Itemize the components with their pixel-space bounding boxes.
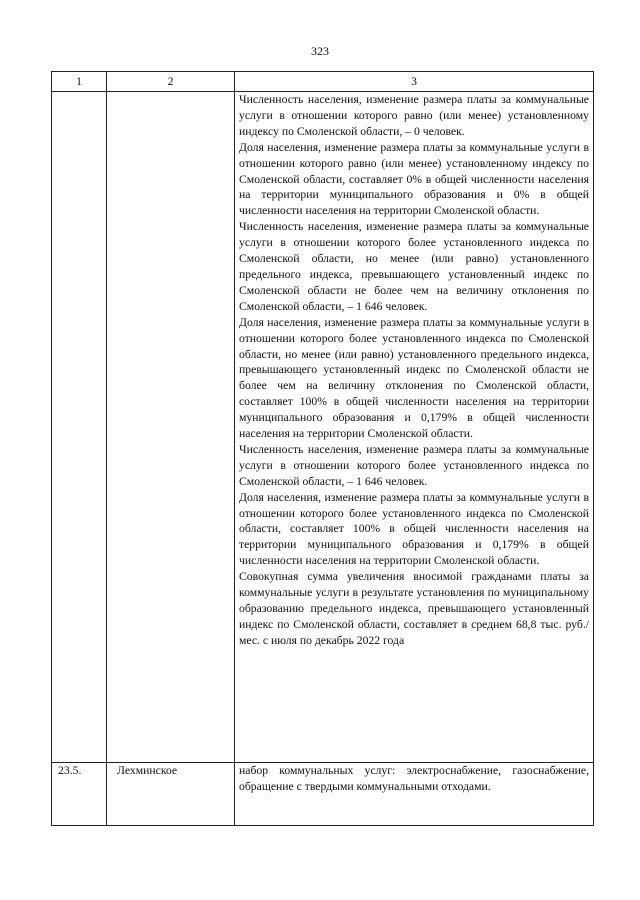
- paragraph: набор коммунальных услуг: электроснабжение, газоснабжение, обращение с твердыми коммунальными отходами.: [239, 764, 589, 793]
- row-number-cell: [52, 92, 107, 763]
- paragraph: Совокупная сумма увеличения вносимой гражданами платы за коммунальные услуги в результате установления по муниципальному образованию предельного индекса, превышающего установленный индекс по Смоленской области, составляет в среднем 68,8 тыс. руб./мес. с июля по декабрь 2022 года: [239, 570, 589, 647]
- paragraph: Доля населения, изменение размера платы за коммунальные услуги в отношении которого равно (или менее) установленному индексу по Смоленской области, составляет 0% в общей численности населения на территории муниципального образования и 0% в общей численности населения на территории Смоленской области.: [239, 140, 589, 218]
- description-cell: [235, 763, 594, 826]
- paragraph: Численность населения, изменение размера платы за коммунальные услуги в отношении которого более установленного индекса по Смоленской области, – 1 646 человек.: [239, 442, 589, 488]
- table-header-row: [52, 72, 594, 92]
- paragraph: Доля населения, изменение размера платы за коммунальные услуги в отношении которого более установленного индекса по Смоленской области, но менее (или равно) установленного предельного индекса, превышающего установленный индекс по Смоленской области не более чем на величину отклонения по Смоленской области, составляет 100% в общей численности населения на территории муниципального образования и 0,179% в общей численности населения на территории Смоленской области.: [239, 315, 589, 441]
- row-number-cell: 23.5.: [52, 763, 107, 826]
- page-number: 323: [311, 44, 329, 58]
- column-header-1: 1: [52, 72, 107, 92]
- municipality-name-cell: [107, 92, 235, 763]
- table-row: [52, 92, 594, 763]
- paragraph: Численность населения, изменение размера платы за коммунальные услуги в отношении которого более установленного индекса по Смоленской области, но менее (или равно) установленного предельного индекса, превышающего установленный индекс по Смоленской области не более чем на величину отклонения по Смоленской области, – 1 646 человек.: [239, 220, 589, 313]
- description-cell: [235, 92, 594, 763]
- table-header: [52, 72, 594, 92]
- document-table: [51, 71, 594, 826]
- paragraph: Численность населения, изменение размера платы за коммунальные услуги в отношении которого равно (или менее) установленному индексу по Смоленской области, – 0 человек.: [239, 93, 589, 138]
- table-row: [52, 763, 594, 826]
- column-header-3: 3: [235, 72, 594, 92]
- paragraph: Доля населения, изменение размера платы за коммунальные услуги в отношении которого более установленного индекса по Смоленской области, составляет 100% в общей численности населения на территории муниципального образования и 0,179% в общей численности населения на территории Смоленской области.: [239, 490, 589, 568]
- column-header-2: 2: [107, 72, 235, 92]
- municipality-name-cell: Лехминское: [107, 763, 235, 826]
